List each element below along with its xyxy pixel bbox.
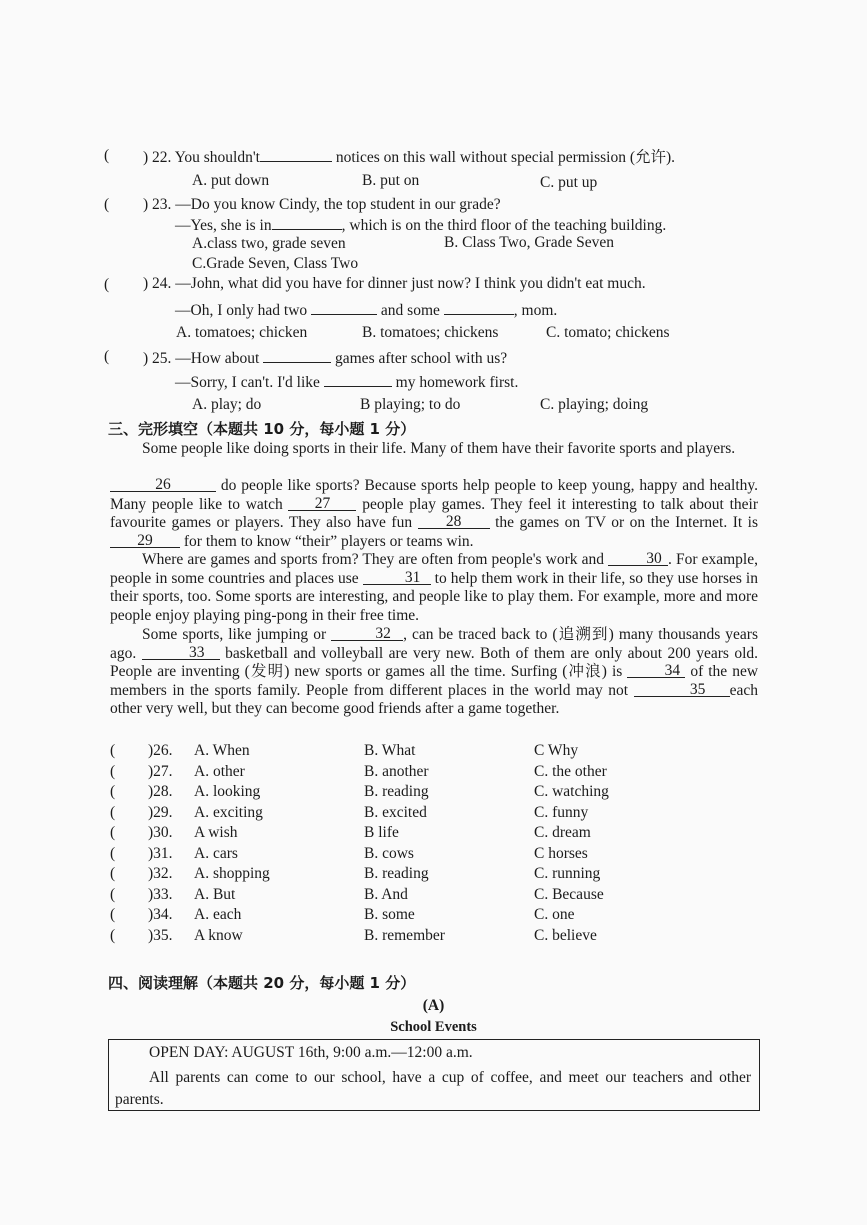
- q24-opt-c: C. tomato; chickens: [546, 324, 670, 341]
- option-b[interactable]: B. cows: [364, 845, 414, 862]
- q25-opt-c: C. playing; doing: [540, 396, 649, 413]
- cloze-blank-26[interactable]: 26: [110, 477, 216, 492]
- option-c[interactable]: C horses: [534, 845, 588, 862]
- open-day-line: OPEN DAY: AUGUST 16th, 9:00 a.m.—12:00 a.m.: [149, 1044, 473, 1061]
- option-b[interactable]: B. What: [364, 742, 416, 759]
- option-a[interactable]: A. shopping: [194, 865, 270, 882]
- cloze-option-row: ( )32. A. shopping B. reading C. running: [110, 865, 601, 882]
- q24-stem: [143, 275, 646, 293]
- q24-line2-a: —Oh, I only had two: [175, 302, 308, 319]
- q24-stem-a: —John, what did you have for dinner just now? I think you didn't eat much.: [175, 275, 646, 292]
- cloze-blank-33[interactable]: 33: [142, 645, 220, 660]
- option-c[interactable]: C Why: [534, 742, 579, 759]
- cloze-blank-35[interactable]: 35: [634, 682, 730, 697]
- section3-heading: 三、完形填空（本题共 10 分，每小题 1 分）: [108, 420, 416, 438]
- q22-opt-c: C. put up: [540, 174, 598, 191]
- q22-opt-a: A. put down: [192, 172, 270, 189]
- option-b[interactable]: B life: [364, 824, 399, 841]
- cloze-option-row: ( )31. A. cars B. cows C horses: [110, 845, 588, 862]
- cloze-para-3: Where are games and sports from? They are often from people's work and 30 . For example, people in some countries and places use 31 to help them work in their life, so they use horses in their sports, too. Some sports are interesting, and people like to play them. For example, more and more people enjoy playing ping-pong in their free time.: [110, 550, 758, 624]
- q24-opt-a: A. tomatoes; chicken: [176, 324, 308, 341]
- cloze-option-row: ( )29. A. exciting B. excited C. funny: [110, 804, 589, 821]
- q22-stem: [143, 147, 675, 167]
- option-c[interactable]: C. one: [534, 906, 575, 923]
- cloze-option-row: ( )30. A wish B life C. dream: [110, 824, 591, 841]
- q24-num: ) 24.: [143, 275, 172, 292]
- q25-stem-b: games after school with us?: [335, 350, 508, 367]
- option-a[interactable]: A. exciting: [194, 804, 263, 821]
- option-b[interactable]: B. And: [364, 886, 408, 903]
- option-b[interactable]: B. some: [364, 906, 415, 923]
- cloze-option-row: ( )35. A know B. remember C. believe: [110, 927, 597, 944]
- q22-stem-a: You shouldn't: [174, 149, 260, 166]
- option-c[interactable]: C. Because: [534, 886, 604, 903]
- cloze-blank-28[interactable]: 28: [418, 514, 490, 529]
- q25-num: ) 25.: [143, 350, 172, 367]
- cloze-option-row: ( )34. A. each B. some C. one: [110, 906, 575, 923]
- q23-num: ) 23.: [143, 196, 172, 213]
- q25-blank-1[interactable]: [263, 348, 331, 363]
- option-a[interactable]: A know: [194, 927, 243, 944]
- q22-paren: (: [104, 147, 110, 164]
- cloze-para-1: Some people like doing sports in their life. Many of them have their favorite sports and players.: [142, 440, 736, 457]
- option-b[interactable]: B. another: [364, 763, 429, 780]
- cloze-blank-34[interactable]: 34: [627, 663, 685, 678]
- option-b[interactable]: B. reading: [364, 783, 429, 800]
- q25-line2-b: my homework first.: [395, 374, 519, 391]
- q25-paren: (: [104, 348, 110, 365]
- q24-blank-2[interactable]: [444, 300, 514, 315]
- option-a[interactable]: A. cars: [194, 845, 238, 862]
- option-c[interactable]: C. believe: [534, 927, 597, 944]
- q25-stem-a: —How about: [175, 350, 260, 367]
- q24-line2-c: , mom.: [513, 302, 558, 319]
- q24-line2-b: and some: [380, 302, 440, 319]
- q25-line2: [175, 372, 518, 392]
- cloze-blank-32[interactable]: 32: [331, 626, 403, 641]
- option-c[interactable]: C. funny: [534, 804, 589, 821]
- q23-blank[interactable]: [272, 215, 342, 230]
- q23-opt-c: C.Grade Seven, Class Two: [192, 255, 359, 272]
- q22-stem-b: notices on this wall without special permission (允许).: [335, 149, 676, 166]
- cloze-blank-27[interactable]: 27: [288, 496, 356, 511]
- cloze-blank-30[interactable]: 30: [608, 551, 668, 566]
- q24-paren: (: [104, 276, 110, 293]
- open-day-text: All parents can come to our school, have a cup of coffee, and meet our teachers and other parents.: [115, 1069, 751, 1108]
- q25-blank-2[interactable]: [324, 372, 392, 387]
- open-day-box: [108, 1039, 760, 1111]
- option-b[interactable]: B. remember: [364, 927, 445, 944]
- q24-blank-1[interactable]: [311, 300, 377, 315]
- option-a[interactable]: A. looking: [194, 783, 261, 800]
- q25-stem: [143, 348, 507, 368]
- cloze-para-4: Some sports, like jumping or 32 , can be traced back to (追溯到) many thousands years ago. 33 basketball and volleyball are very new. Both of them are only about 200 years old. People are inventing (发明) new sports or games all the time. Surfing (冲浪) is 34 of the new members in the sports family. People from different places in the world may not 35 each other very well, but they can become good friends after a game together.: [110, 625, 759, 718]
- section4-heading: 四、阅读理解（本题共 20 分，每小题 1 分）: [108, 974, 416, 992]
- option-a[interactable]: A. But: [194, 886, 236, 903]
- cloze-option-row: ( )33. A. But B. And C. Because: [110, 886, 604, 903]
- option-b[interactable]: B. excited: [364, 804, 427, 821]
- cloze-option-row: ( )28. A. looking B. reading C. watching: [110, 783, 609, 800]
- q25-opt-a: A. play; do: [192, 396, 262, 413]
- option-a[interactable]: A. When: [194, 742, 250, 759]
- q23-line2-b: , which is on the third floor of the teaching building.: [341, 217, 667, 234]
- option-a[interactable]: A wish: [194, 824, 238, 841]
- option-c[interactable]: C. dream: [534, 824, 591, 841]
- q23-line2-a: —Yes, she is in: [175, 217, 272, 234]
- q23-paren: (: [104, 196, 110, 213]
- option-b[interactable]: B. reading: [364, 865, 429, 882]
- q23-line2: [175, 215, 666, 235]
- option-a[interactable]: A. other: [194, 763, 245, 780]
- q22-blank[interactable]: [260, 147, 332, 162]
- q24-line2: [175, 300, 557, 320]
- q23-opt-a: A.class two, grade seven: [192, 235, 346, 252]
- cloze-para-2: 26 do people like sports? Because sports help people to keep young, happy and healthy. Many people like to watch 27 people play games. They feel it interesting to talk about their favourite games or players. They also have fun 28 the games on TV or on the Internet. It is 29 for them to know “their” players or teams win.: [110, 476, 759, 550]
- q23-stem: [143, 196, 501, 214]
- q24-opt-b: B. tomatoes; chickens: [362, 324, 499, 341]
- q23-opt-b: B. Class Two, Grade Seven: [444, 234, 614, 251]
- q22-opt-b: B. put on: [362, 172, 420, 189]
- q22-num: ) 22.: [143, 149, 172, 166]
- reading-title: School Events: [390, 1019, 477, 1035]
- q25-opt-b: B playing; to do: [360, 396, 461, 413]
- cloze-blank-31[interactable]: 31: [363, 570, 431, 585]
- cloze-option-row: ( )27. A. other B. another C. the other: [110, 763, 607, 780]
- option-a[interactable]: A. each: [194, 906, 242, 923]
- q23-stem-a: —Do you know Cindy, the top student in our grade?: [175, 196, 501, 213]
- q25-line2-a: —Sorry, I can't. I'd like: [175, 374, 320, 391]
- reading-part-label: (A): [422, 997, 445, 1014]
- option-c[interactable]: C. watching: [534, 783, 609, 800]
- option-c[interactable]: C. the other: [534, 763, 607, 780]
- option-c[interactable]: C. running: [534, 865, 601, 882]
- cloze-option-row: ( )26. A. When B. What C Why: [110, 742, 579, 759]
- cloze-blank-29[interactable]: 29: [110, 533, 180, 548]
